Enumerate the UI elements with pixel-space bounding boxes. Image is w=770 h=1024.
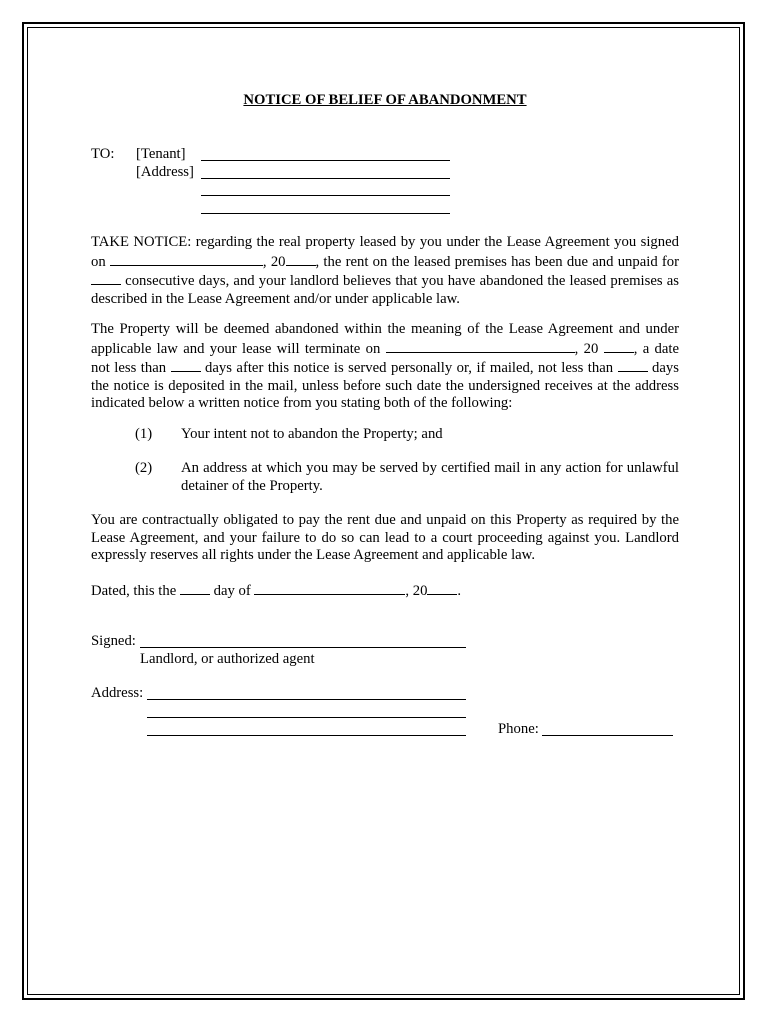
landlord-address-line-3[interactable] [147,735,466,736]
address-row [91,685,679,703]
dated-line [91,581,679,599]
para1-text-4: consecutive days, and your landlord believes that you have abandoned the leased premises as described in the Lease Agreement and/or under applicable law. [91,273,679,307]
dated-day-blank[interactable] [180,581,210,595]
phone-label: Phone: [498,721,539,737]
signed-row [91,633,679,651]
lease-signed-year-blank[interactable] [286,252,316,266]
dated-text-3: , 20 [405,583,428,599]
lease-signed-date-blank[interactable] [110,252,263,266]
landlord-address-line-1[interactable] [147,699,466,700]
unpaid-days-blank[interactable] [91,271,121,285]
para2-text-4: days after this notice is served personally or, if mailed, not less than [200,360,618,376]
dated-year-blank[interactable] [427,581,457,595]
to-row-address-2 [91,181,679,199]
list-number: (2) [135,460,153,476]
tenant-label: [Tenant] [136,146,186,162]
document-page [91,92,680,737]
list-text: Your intent not to abandon the Property; and [181,426,443,442]
para2-text-3: , a date not less than [91,340,679,376]
mail-service-days-blank[interactable] [618,358,648,372]
address-row-2 [91,703,679,721]
termination-date-blank[interactable] [386,339,575,353]
para2-text-2: , 20 [574,340,604,357]
list-text: An address at which you may be served by certified mail in any action for unlawful detainer of the Property. [181,460,679,494]
paragraph-obligation: You are contractually obligated to pay the rent due and unpaid on this Property as required by the Lease Agreement, and your failure to do so can lead to a court proceeding against you. Landlord expressly reserves all rights under the Lease Agreement and applicable law. [91,512,679,563]
signed-caption-row [91,651,679,669]
para1-text-2: , 20 [262,253,286,270]
document-title: NOTICE OF BELIEF OF ABANDONMENT [243,92,527,108]
dated-text-4: . [457,583,462,599]
tenant-blank-line[interactable] [201,160,450,161]
para2-text-1: The Property will be deemed abandoned within the meaning of the Lease Agreement and under applicable law and your lease will terminate on [91,321,679,357]
phone-blank-line[interactable] [542,735,673,736]
tenant-address-line-3[interactable] [201,213,450,214]
paragraph-take-notice [91,234,679,308]
signature-line[interactable] [140,647,466,648]
tenant-address-line-1[interactable] [201,178,450,179]
para2-text-5: days the notice is deposited in the mail, unless before such date the undersigned receives at the address indicated below a written notice from you stating both of the following: [91,360,679,411]
signed-label: Signed: [91,633,136,649]
para1-text-1: TAKE NOTICE: regarding the real property leased by you under the Lease Agreement you signed on [91,234,679,270]
paragraph-deemed-abandoned [91,321,679,413]
to-block [91,146,679,216]
address-label-landlord: Address: [91,685,144,701]
to-row-tenant [91,146,679,164]
dated-text-1: Dated, this the [91,583,180,599]
address-label: [Address] [136,163,194,180]
personal-service-days-blank[interactable] [171,358,201,372]
signed-caption: Landlord, or authorized agent [140,651,315,667]
address-row-3 [91,721,679,739]
list-number: (1) [135,426,153,442]
landlord-address-line-2[interactable] [147,717,466,718]
termination-year-blank[interactable] [604,339,634,353]
to-row-address-3 [91,199,679,217]
to-row-address [91,164,679,182]
dated-text-2: day of [209,583,255,599]
tenant-address-line-2[interactable] [201,195,450,196]
dated-month-blank[interactable] [254,581,405,595]
para1-text-3: , the rent on the leased premises has been due and unpaid for [315,253,680,270]
to-label: TO: [91,146,115,162]
